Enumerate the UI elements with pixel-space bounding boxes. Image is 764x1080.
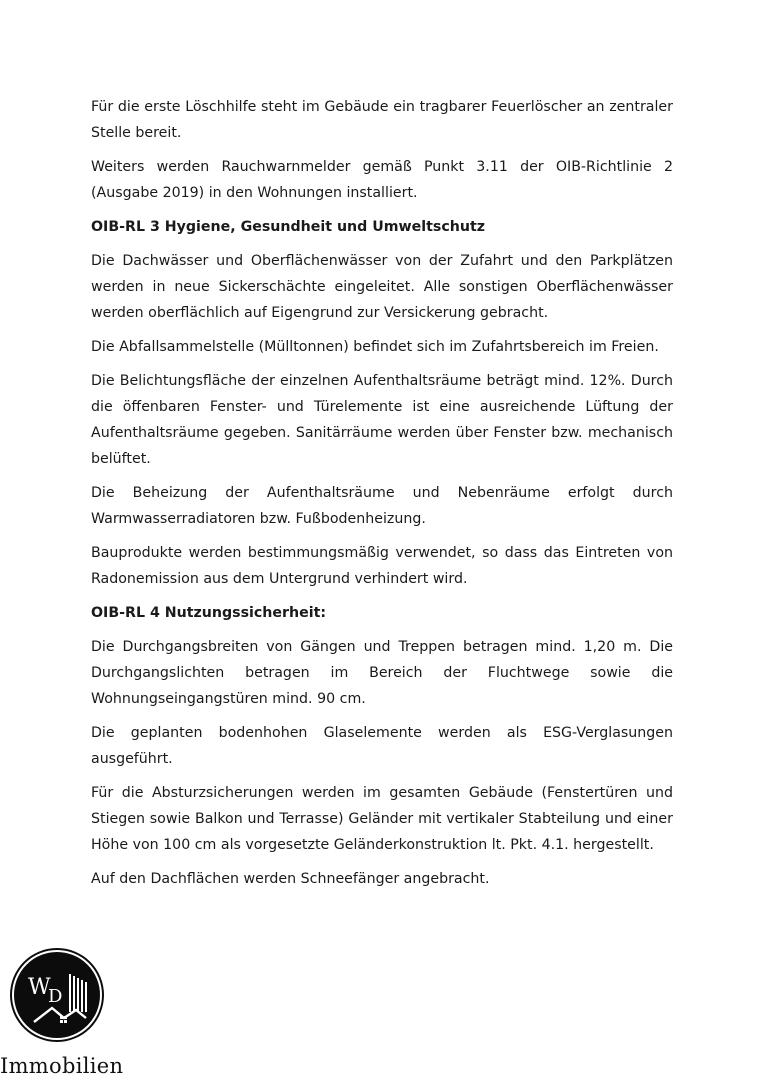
paragraph-water-drainage: Die Dachwässer und Oberflächenwässer von der Zufahrt und den Parkplätzen werden in neue Sickerschächte eingeleitet. Alle sonstigen Oberflächenwässer werden oberflächlich auf Eigengrund zur Versickerung gebracht. xyxy=(91,253,673,321)
paragraph-snow-guards: Auf den Dachflächen werden Schneefänger angebracht. xyxy=(91,871,490,887)
paragraph-waste-collection: Die Abfallsammelstelle (Mülltonnen) befindet sich im Zufahrtsbereich im Freien. xyxy=(91,339,659,355)
paragraph-heating: Die Beheizung der Aufenthaltsräume und Nebenräume erfolgt durch Warmwasserradiatoren bzw. Fußbodenheizung. xyxy=(91,485,673,527)
logo-monogram-w: W xyxy=(28,975,51,1000)
logo-monogram-d: D xyxy=(48,986,63,1007)
building-icon xyxy=(69,974,87,1012)
logo-company-name: Immobilien xyxy=(0,1054,124,1078)
heading-oib-rl-4: OIB-RL 4 Nutzungssicherheit: xyxy=(91,605,327,621)
paragraph-glazing: Die geplanten bodenhohen Glaselemente werden als ESG-Verglasungen ausgeführt. xyxy=(91,725,673,767)
paragraph-passage-widths: Die Durchgangsbreiten von Gängen und Treppen betragen mind. 1,20 m. Die Durchgangslichten betragen im Bereich der Fluchtwege sowie die Wohnungseingangstüren mind. 90 cm. xyxy=(91,639,673,707)
document-body xyxy=(91,94,673,900)
paragraph-lighting-ventilation: Die Belichtungsfläche der einzelnen Aufenthaltsräume beträgt mind. 12%. Durch die öffenbaren Fenster- und Türelemente ist eine ausreichende Lüftung der Aufenthaltsräume gegeben. Sanitärräume werden über Fenster bzw. mechanisch belüftet. xyxy=(91,373,673,467)
paragraph-smoke-detectors: Weiters werden Rauchwarnmelder gemäß Punkt 3.11 der OIB-Richtlinie 2 (Ausgabe 2019) in den Wohnungen installiert. xyxy=(91,159,673,201)
paragraph-fall-protection: Für die Absturzsicherungen werden im gesamten Gebäude (Fenstertüren und Stiegen sowie Balkon und Terrasse) Geländer mit vertikaler Stabteilung und einer Höhe von 100 cm als vorgesetzte Geländerkonstruktion lt. Pkt. 4.1. hergestellt. xyxy=(91,785,673,853)
heading-oib-rl-3: OIB-RL 3 Hygiene, Gesundheit und Umweltschutz xyxy=(91,219,486,235)
paragraph-fire-extinguisher: Für die erste Löschhilfe steht im Gebäude ein tragbarer Feuerlöscher an zentraler Stelle bereit. xyxy=(91,99,673,141)
paragraph-radon: Bauprodukte werden bestimmungsmäßig verwendet, so dass das Eintreten von Radonemission aus dem Untergrund verhindert wird. xyxy=(91,545,673,587)
company-logo xyxy=(12,950,102,1040)
logo-emblem xyxy=(14,952,100,1038)
